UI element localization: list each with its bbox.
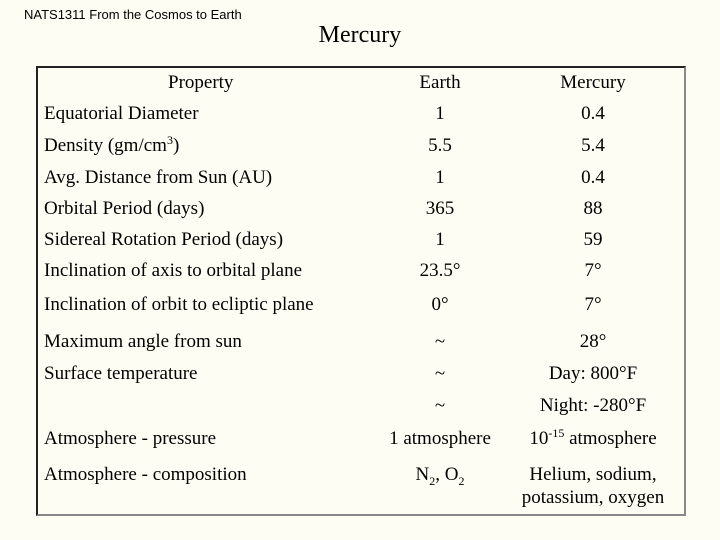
row-surface-temp-label: Surface temperature [44, 363, 198, 384]
row-distance-earth: 1 [435, 167, 445, 188]
course-label: NATS1311 From the Cosmos to Earth [24, 7, 242, 22]
row-orbit-inclination-earth: 0° [431, 294, 449, 315]
row-equatorial-diameter-label: Equatorial Diameter [44, 103, 199, 124]
row-atmos-pressure-mercury [502, 427, 684, 450]
pressure-unit: atmosphere [564, 428, 657, 449]
row-distance-mercury: 0.4 [581, 167, 605, 188]
density-label-end: ) [172, 135, 180, 156]
row-max-angle-earth: ~ [434, 331, 446, 352]
pressure-base: 10 [529, 428, 549, 449]
composition-line-2: potassium, oxygen [521, 487, 665, 508]
row-surface-temp-night-mercury: Night: -280°F [539, 395, 647, 416]
row-surface-temp-mercury: Day: 800°F [548, 363, 638, 384]
row-atmos-composition-earth [372, 463, 508, 486]
row-surface-temp-earth: ~ [434, 363, 446, 384]
row-axis-inclination-mercury: 7° [584, 260, 602, 281]
formula-n-subscript: 2 [429, 474, 436, 488]
row-rotation-period-mercury: 59 [583, 229, 603, 250]
row-orbital-period-label: Orbital Period (days) [44, 198, 205, 219]
row-surface-temp-night-earth: ~ [434, 395, 446, 416]
header-earth: Earth [419, 72, 461, 93]
row-orbit-inclination-mercury: 7° [584, 294, 602, 315]
row-density-earth: 5.5 [428, 135, 452, 156]
formula-n: N [415, 464, 430, 485]
row-orbit-inclination-label: Inclination of orbit to ecliptic plane [44, 294, 314, 315]
row-max-angle-mercury: 28° [579, 331, 607, 352]
row-max-angle-label: Maximum angle from sun [44, 331, 242, 352]
row-equatorial-diameter-mercury: 0.4 [581, 103, 605, 124]
row-density-label [44, 134, 179, 157]
row-equatorial-diameter-earth: 1 [435, 103, 445, 124]
page-title: Mercury [318, 22, 402, 48]
density-label-sup: 3 [166, 133, 173, 147]
row-distance-label: Avg. Distance from Sun (AU) [44, 167, 273, 188]
header-mercury: Mercury [560, 72, 626, 93]
row-rotation-period-label: Sidereal Rotation Period (days) [44, 229, 284, 250]
row-atmos-composition-mercury [502, 463, 684, 509]
row-rotation-period-earth: 1 [435, 229, 445, 250]
composition-line-1: Helium, sodium, [529, 464, 657, 485]
row-axis-inclination-earth: 23.5° [419, 260, 461, 281]
density-label-main: Density (gm/cm [44, 135, 167, 156]
formula-o-subscript: 2 [458, 474, 465, 488]
row-atmos-pressure-label: Atmosphere - pressure [44, 428, 217, 449]
row-orbital-period-earth: 365 [425, 198, 455, 219]
row-atmos-pressure-earth: 1 atmosphere [389, 428, 491, 449]
row-orbital-period-mercury: 88 [583, 198, 603, 219]
pressure-exponent: -15 [548, 426, 565, 440]
row-atmos-composition-label: Atmosphere - composition [44, 464, 247, 485]
row-density-mercury: 5.4 [581, 135, 605, 156]
header-property: Property [168, 72, 234, 93]
formula-sep: , O [435, 464, 459, 485]
row-axis-inclination-label: Inclination of axis to orbital plane [44, 260, 303, 281]
